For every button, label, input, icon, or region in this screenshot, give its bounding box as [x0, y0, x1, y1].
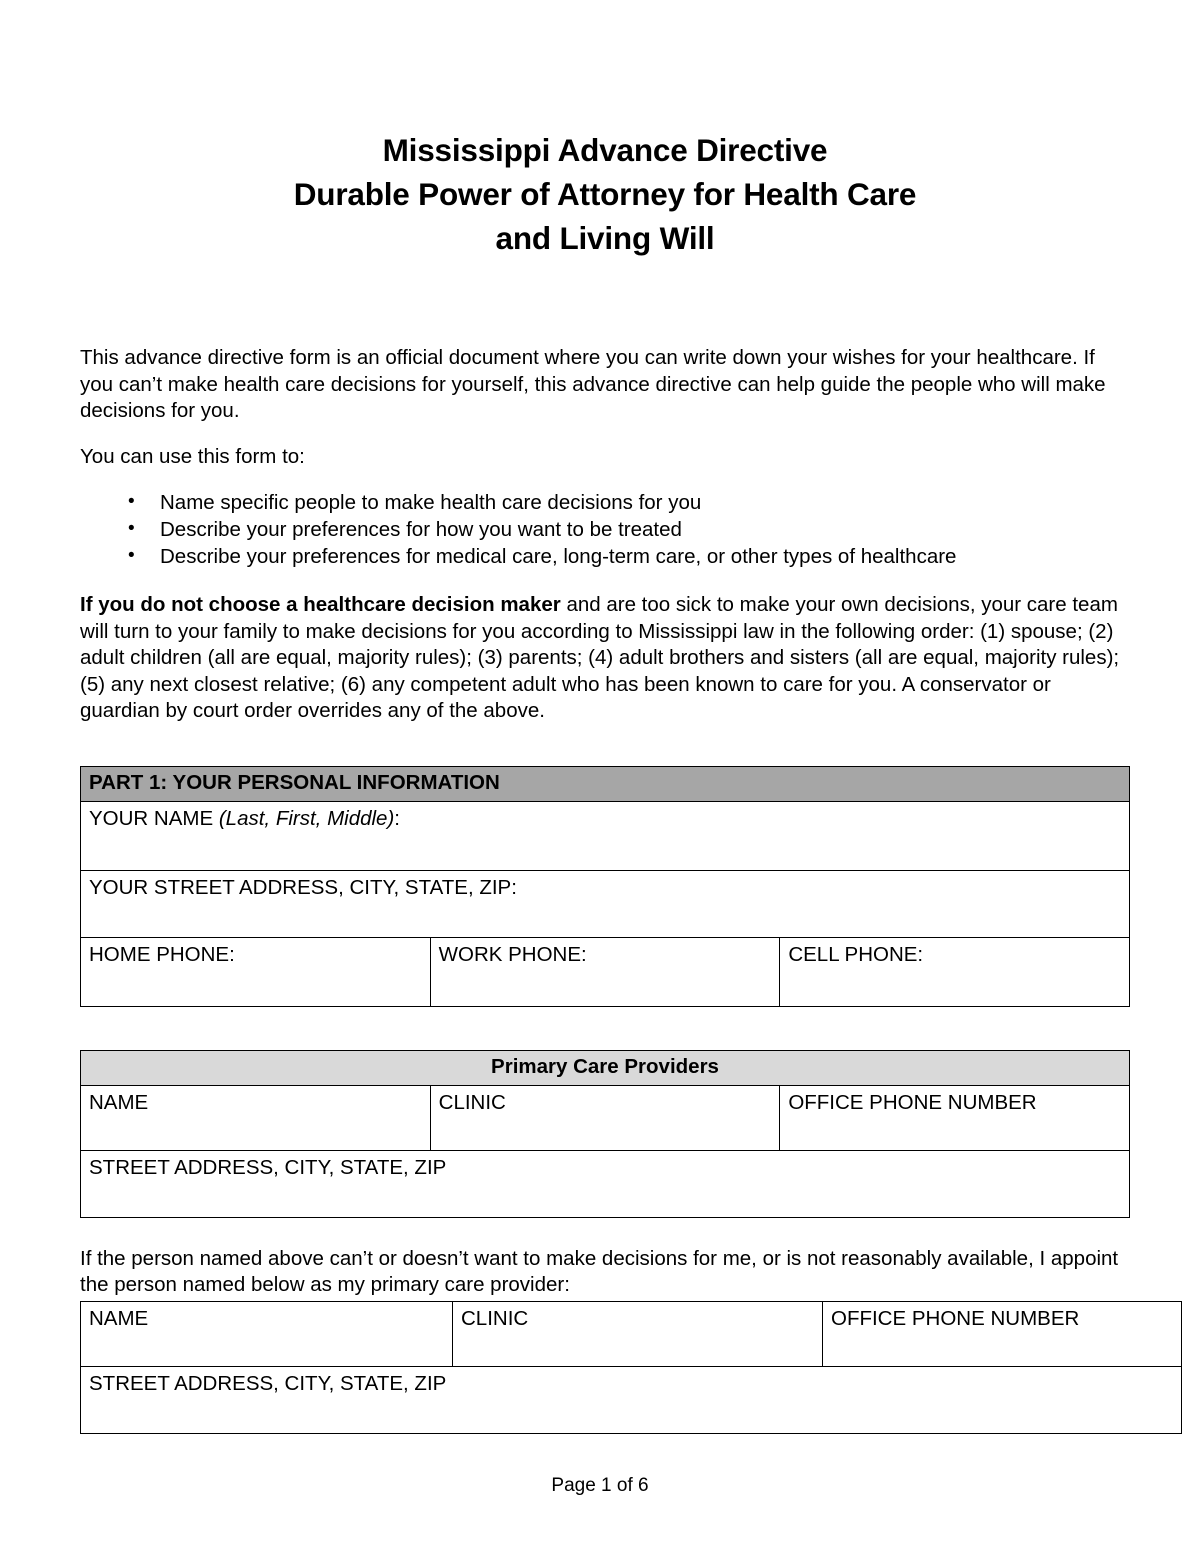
alternate-provider-table [80, 1301, 1182, 1434]
title-line-2: Durable Power of Attorney for Health Care [293, 176, 917, 212]
table-row [81, 1301, 1182, 1366]
page-content [80, 0, 1130, 1434]
decision-maker-paragraph [80, 592, 1130, 725]
list-item: • Name specific people to make health care decisions for you [80, 489, 1130, 516]
provider-clinic-field[interactable]: CLINIC [430, 1085, 780, 1150]
work-phone-field[interactable]: WORK PHONE: [430, 937, 780, 1006]
your-name-label: YOUR NAME [89, 806, 219, 830]
decision-maker-body: and are too sick to make your own decisions, your care team will turn to your family to make decisions for you according to Mississippi law in the following order: (1) spouse; (2) adult children (all are equal, majority rules); (3) parents; (4) adult brothers and sisters (all are equal, majority rules); (5) any next closest relative; (6) any competent adult who has been known to care for you. A conservator or guardian by court order overrides any of the above. [80, 593, 1120, 722]
provider-office-phone-field[interactable]: OFFICE PHONE NUMBER [780, 1085, 1130, 1150]
alternate-provider-note: If the person named above can’t or doesn’t want to make decisions for me, or is not reasonably available, I appoint the person named below as my primary care provider: [80, 1246, 1119, 1296]
part1-section-band: PART 1: YOUR PERSONAL INFORMATION [81, 766, 1130, 801]
table-row [81, 1050, 1130, 1085]
table-row [81, 801, 1130, 870]
decision-maker-bold-lead: If you do not choose a healthcare decision maker [80, 593, 561, 616]
your-name-label-hint: (Last, First, Middle) [218, 806, 395, 830]
your-name-label-colon: : [394, 806, 400, 830]
title-line-1: Mississippi Advance Directive [382, 132, 828, 168]
uses-list [80, 489, 1130, 570]
alt-provider-clinic-field[interactable]: CLINIC [453, 1301, 823, 1366]
home-phone-field[interactable]: HOME PHONE: [81, 937, 431, 1006]
your-name-field[interactable] [81, 801, 1130, 870]
provider-name-field[interactable]: NAME [81, 1085, 431, 1150]
alt-provider-address-field[interactable]: STREET ADDRESS, CITY, STATE, ZIP [81, 1366, 1182, 1433]
table-row [81, 1366, 1182, 1433]
table-row [81, 1085, 1130, 1150]
primary-care-providers-table [80, 1050, 1130, 1218]
table-row [81, 1150, 1130, 1217]
alt-provider-office-phone-field[interactable]: OFFICE PHONE NUMBER [823, 1301, 1182, 1366]
cell-phone-field[interactable]: CELL PHONE: [780, 937, 1130, 1006]
page-footer: Page 1 of 6 [551, 1475, 649, 1496]
provider-address-field[interactable]: STREET ADDRESS, CITY, STATE, ZIP [81, 1150, 1130, 1217]
list-item: • Describe your preferences for how you want to be treated [80, 516, 1130, 543]
document-title [80, 0, 1130, 260]
table-row [81, 937, 1130, 1006]
your-address-field[interactable]: YOUR STREET ADDRESS, CITY, STATE, ZIP: [81, 870, 1130, 937]
use-form-lead: You can use this form to: [80, 444, 305, 468]
primary-care-providers-band: Primary Care Providers [81, 1050, 1130, 1085]
table-row [81, 766, 1130, 801]
part1-personal-information-table [80, 766, 1130, 1007]
alt-provider-name-field[interactable]: NAME [81, 1301, 453, 1366]
intro-paragraph: This advance directive form is an official document where you can write down your wishes for your healthcare. If you can’t make health care decisions for yourself, this advance directive can help guide the people who will make decisions for you. [80, 346, 1106, 422]
title-line-3: and Living Will [495, 220, 715, 256]
table-row [81, 870, 1130, 937]
list-item: • Describe your preferences for medical care, long-term care, or other types of healthcare [80, 543, 1130, 570]
intro-section [80, 345, 1130, 725]
